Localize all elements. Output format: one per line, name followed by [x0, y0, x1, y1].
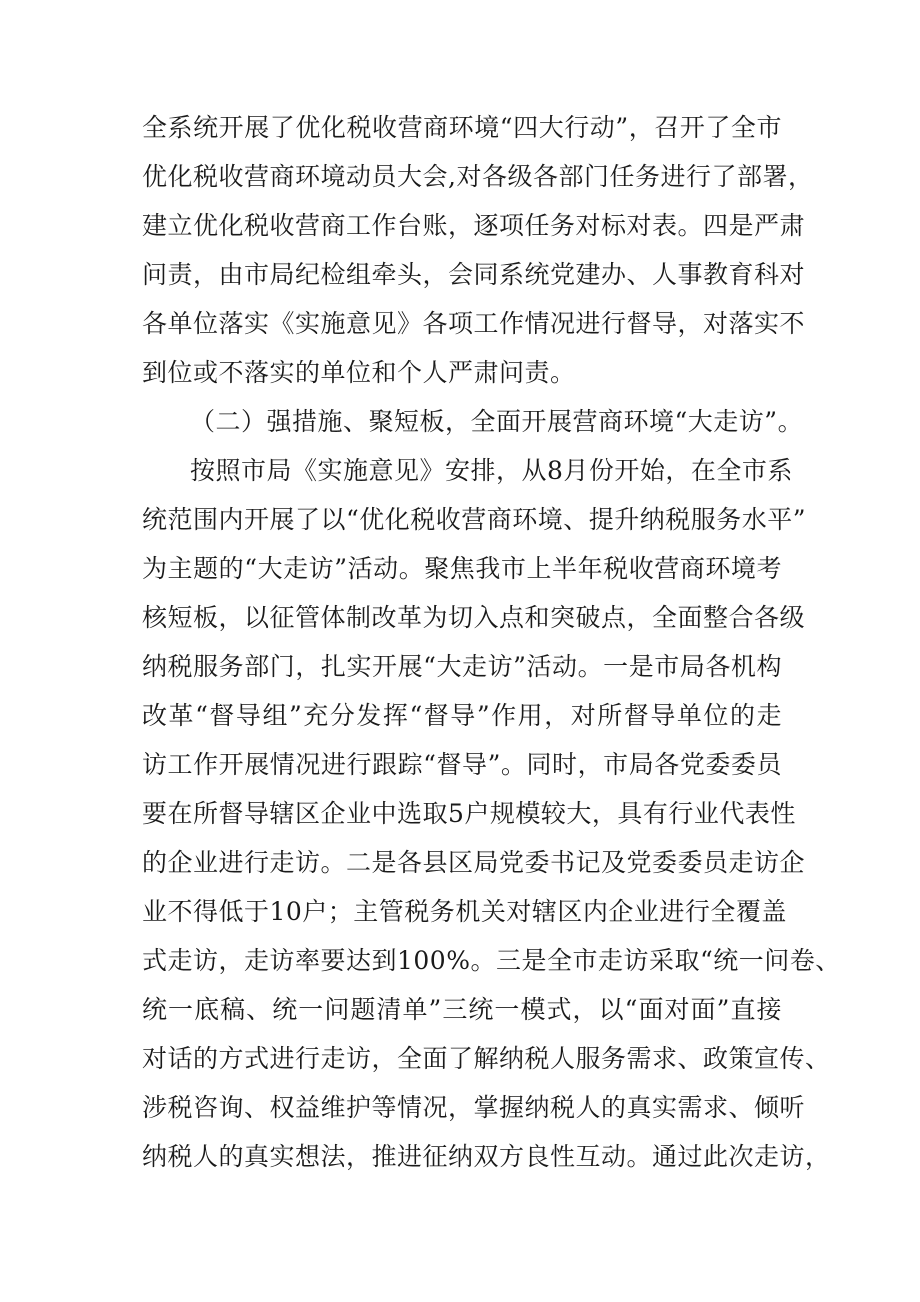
text-line: 建立优化税收营商工作台账，逐项任务对标对表。四是严肃 [142, 211, 806, 240]
text-line: 访工作开展情况进行跟踪“督导”。同时，市局各党委委员 [142, 750, 782, 779]
text-line: 统范围内开展了以“优化税收营商环境、提升纳税服务水平” [142, 505, 807, 534]
text-line: 纳税服务部门，扎实开展“大走访”活动。一是市局各机构 [142, 652, 782, 681]
text-line: 为主题的“大走访”活动。聚焦我市上半年税收营商环境考 [142, 554, 782, 583]
text-line: 到位或不落实的单位和个人严肃问责。 [142, 358, 576, 387]
text-line: 式走访，走访率要达到100%。三是全市走访采取“统一问卷、 [142, 946, 841, 975]
text-line: 的企业进行走访。二是各县区局党委书记及党委委员走访企 [142, 848, 806, 877]
text-line: 纳税人的真实想法，推进征纳双方良性互动。通过此次走访， [142, 1142, 831, 1171]
text-line: 业不得低于10户；主管税务机关对辖区内企业进行全覆盖 [142, 897, 787, 926]
text-line: 核短板，以征管体制改革为切入点和突破点，全面整合各级 [142, 603, 806, 632]
text-line: 优化税收营商环境动员大会,对各级各部门任务进行了部署， [142, 162, 814, 191]
text-line: 全系统开展了优化税收营商环境“四大行动”，召开了全市 [142, 113, 782, 142]
section-heading: （二）强措施、聚短板，全面开展营商环境“大走访”。 [190, 407, 804, 436]
text-line: 涉税咨询、权益维护等情况，掌握纳税人的真实需求、倾听 [142, 1093, 806, 1122]
text-line: 对话的方式进行走访，全面了解纳税人服务需求、政策宣传、 [142, 1044, 831, 1073]
text-line: 各单位落实《实施意见》各项工作情况进行督导，对落实不 [142, 309, 806, 338]
text-line: 统一底稿、统一问题清单”三统一模式，以“面对面”直接 [142, 995, 782, 1024]
text-line: 改革“督导组”充分发挥“督导”作用，对所督导单位的走 [142, 701, 782, 730]
text-line: 要在所督导辖区企业中选取5户规模较大，具有行业代表性 [142, 799, 796, 828]
paragraph-first-line: 按照市局《实施意见》安排，从8月份开始，在全市系 [190, 456, 793, 485]
text-line: 问责，由市局纪检组牵头，会同系统党建办、人事教育科对 [142, 260, 806, 289]
